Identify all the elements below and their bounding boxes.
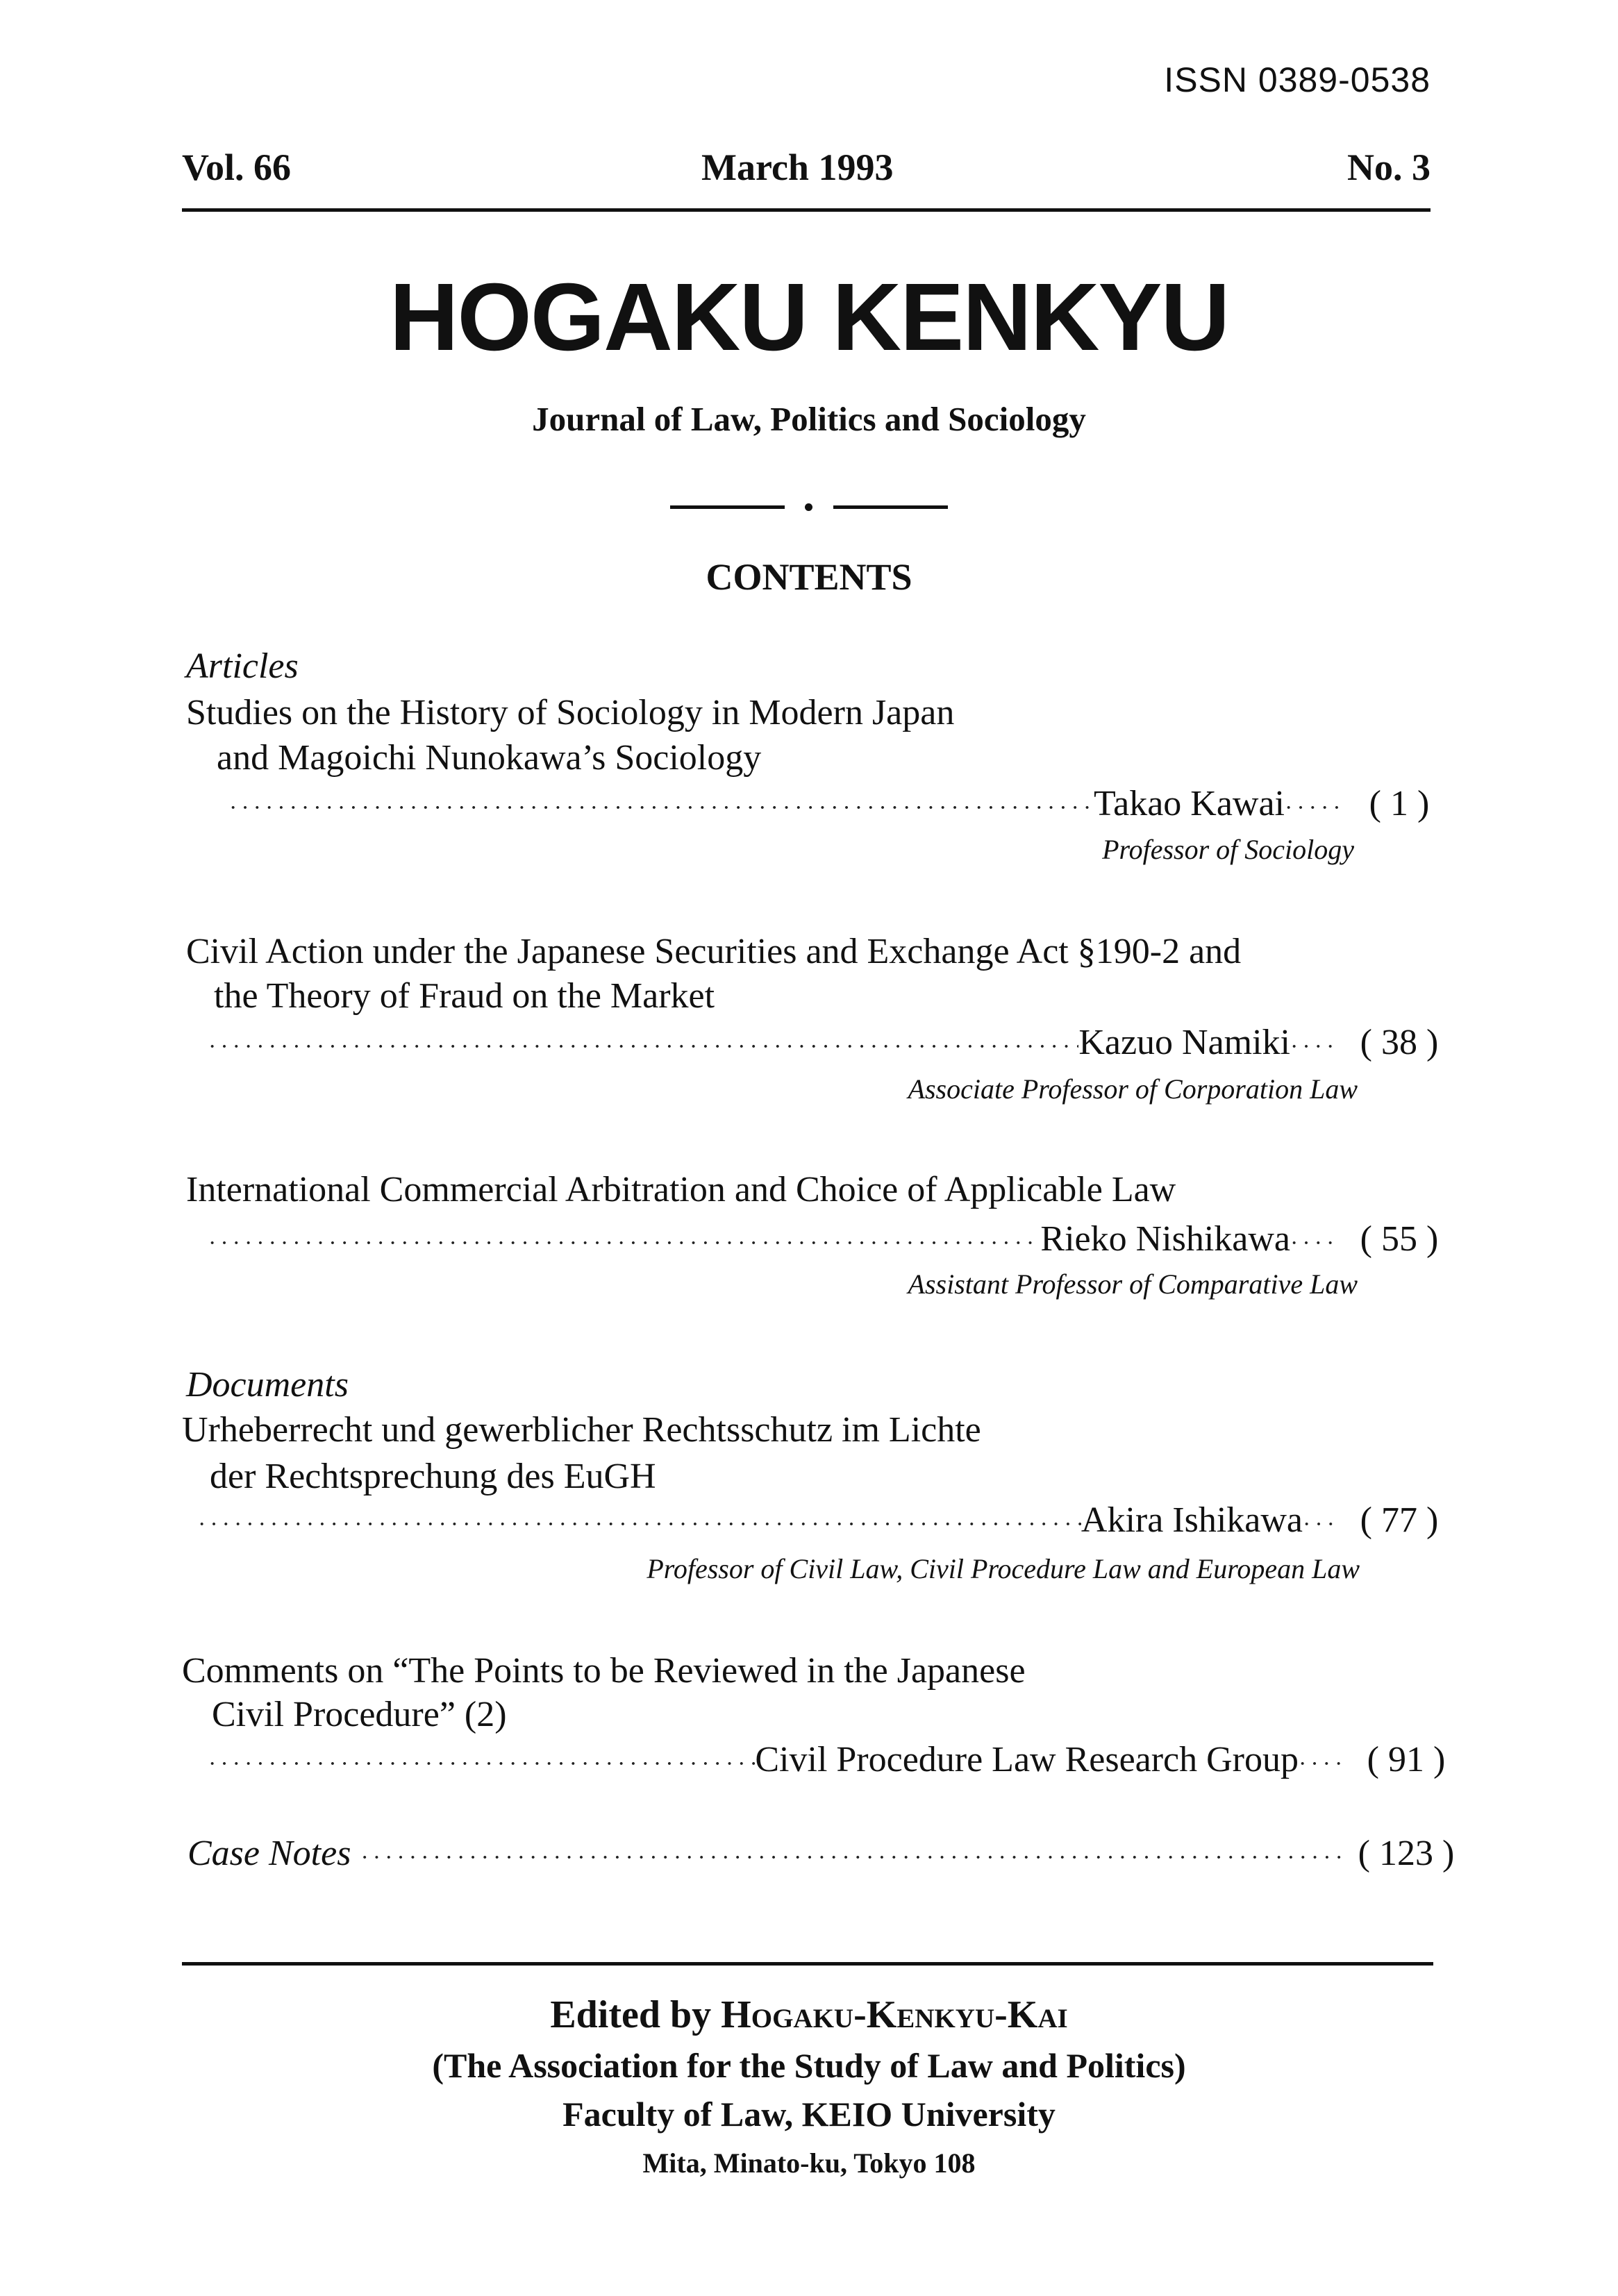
section-documents: Documents (186, 1365, 349, 1405)
document-2-author: Civil Procedure Law Research Group (755, 1740, 1299, 1779)
journal-subtitle: Journal of Law, Politics and Sociology (532, 400, 1086, 438)
article-3-author: Rieko Nishikawa (1040, 1219, 1290, 1259)
article-2-role: Associate Professor of Corporation Law (908, 1073, 1358, 1105)
address: Mita, Minato-ku, Tokyo 108 (642, 2147, 976, 2179)
section-articles: Articles (186, 646, 299, 686)
article-2-title-line2: the Theory of Fraud on the Market (214, 976, 715, 1016)
issue-number: No. 3 (1347, 146, 1431, 188)
toc-entry (208, 1739, 1465, 1780)
toc-entry (208, 1218, 1458, 1259)
dot-leader (1285, 795, 1340, 821)
ornament-divider (670, 500, 948, 514)
dot-leader (208, 1751, 755, 1777)
edited-by-line (0, 1993, 1618, 2037)
toc-entry (208, 1022, 1458, 1063)
document-1-page: ( 77 ) (1360, 1500, 1439, 1540)
dot-leader (1299, 1751, 1347, 1777)
header-rule (182, 208, 1431, 212)
document-2-title-line1: Comments on “The Points to be Reviewed in the Japanese (182, 1651, 1026, 1691)
issue-date: March 1993 (701, 146, 894, 188)
dot-leader (208, 1034, 1078, 1060)
volume: Vol. 66 (182, 146, 292, 188)
document-1-title-line1: Urheberrecht und gewerblicher Rechtsschutz im Lichte (182, 1410, 981, 1450)
document-1-author: Akira Ishikawa (1081, 1500, 1303, 1540)
editor-name: Hogaku-Kenkyu-Kai (721, 1993, 1068, 2036)
dot-leader (229, 795, 1094, 821)
faculty-name: Faculty of Law, KEIO University (562, 2095, 1056, 2134)
toc-entry (198, 1500, 1458, 1541)
case-notes-label: Case Notes (187, 1834, 351, 1873)
article-3-role: Assistant Professor of Comparative Law (908, 1268, 1358, 1300)
toc-entry (229, 783, 1458, 824)
article-3-page: ( 55 ) (1360, 1219, 1439, 1259)
document-1-title-line2: der Rechtsprechung des EuGH (210, 1457, 656, 1496)
document-2-page: ( 91 ) (1367, 1740, 1446, 1779)
contents-heading: CONTENTS (706, 556, 912, 598)
article-3-title-line1: International Commercial Arbitration and Choice of Applicable Law (186, 1170, 1176, 1209)
article-1-role: Professor of Sociology (1102, 834, 1354, 865)
dot-leader (1303, 1511, 1340, 1538)
dot-leader (198, 1511, 1081, 1538)
article-1-title-line1: Studies on the History of Sociology in Modern Japan (186, 693, 955, 732)
article-1-title-line2: and Magoichi Nunokawa’s Sociology (217, 738, 762, 778)
article-2-title-line1: Civil Action under the Japanese Securities and Exchange Act §190-2 and (186, 932, 1242, 971)
article-2-author: Kazuo Namiki (1078, 1023, 1290, 1062)
edited-by-label: Edited by (550, 1993, 712, 2036)
document-2-title-line2: Civil Procedure” (2) (212, 1695, 507, 1734)
dot-leader (208, 1230, 1040, 1257)
case-notes-page: ( 123 ) (1358, 1834, 1455, 1873)
dot-leader (360, 1845, 1347, 1871)
journal-title: HOGAKU KENKYU (389, 264, 1229, 371)
association-name: (The Association for the Study of Law and Politics) (432, 2046, 1186, 2085)
article-1-page: ( 1 ) (1369, 784, 1430, 823)
article-1-author: Takao Kawai (1093, 784, 1285, 823)
dot-leader (1290, 1034, 1340, 1060)
dot-leader (1290, 1230, 1340, 1257)
footer-rule (182, 1962, 1433, 1966)
document-1-role: Professor of Civil Law, Civil Procedure Law and European Law (647, 1553, 1360, 1584)
issn: ISSN 0389-0538 (1164, 60, 1431, 99)
toc-entry (187, 1833, 1465, 1874)
article-2-page: ( 38 ) (1360, 1023, 1439, 1062)
